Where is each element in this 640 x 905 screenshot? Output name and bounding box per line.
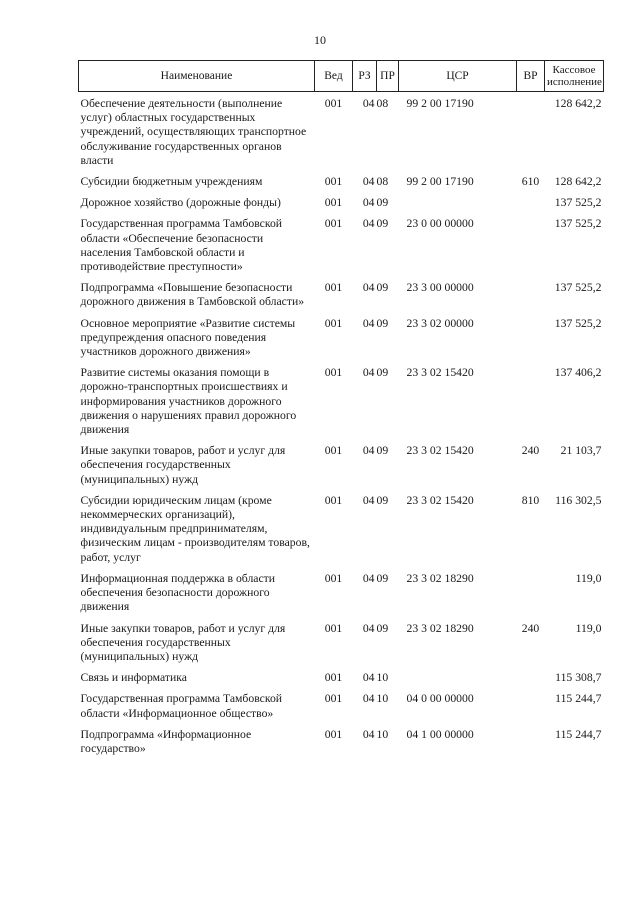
row-csr: 99 2 00 17190 [406,97,474,110]
row-vr [517,724,545,759]
row-ved: 001 [324,621,343,635]
table-row [79,192,604,213]
row-vr [517,213,545,277]
row-pr: 10 [376,727,389,741]
row-rz: 04 [362,366,375,380]
row-ved: 001 [324,727,343,741]
row-vr [517,362,545,440]
header-rz: РЗ [353,61,377,92]
row-name: Дорожное хозяйство (дорожные фонды) [80,196,281,210]
row-vr: 610 [521,175,540,189]
row-ved: 001 [324,97,343,110]
row-name: Обеспечение деятельности (выполнение услуг) областных государственных учреждений, осуществляющих транспортное обслуживание государственных органов власти [80,97,307,167]
row-pr: 08 [376,175,389,189]
table-row [79,568,604,618]
table-row [79,667,604,688]
row-pr: 09 [376,196,389,210]
table-row [79,440,604,490]
row-name: Субсидии бюджетным учреждениям [80,175,263,189]
row-vr [517,313,545,363]
row-ved: 001 [324,493,343,507]
row-sum: 21 103,7 [560,444,602,458]
budget-table [78,60,604,759]
row-rz: 04 [362,316,375,330]
row-csr: 23 3 02 15420 [406,444,474,458]
table-header [79,61,604,92]
row-vr: 240 [521,621,540,635]
row-rz: 04 [362,493,375,507]
row-name: Государственная программа Тамбовской области «Обеспечение безопасности населения Тамбовской области и противодействие преступности» [80,217,283,274]
row-pr: 09 [376,493,389,507]
table-row [79,92,604,172]
table-row [79,213,604,277]
row-pr: 09 [376,281,389,295]
row-rz: 04 [362,571,375,585]
table-row [79,171,604,192]
header-csr: ЦСР [399,61,517,92]
row-ved: 001 [324,366,343,380]
row-pr: 09 [376,571,389,585]
row-csr: 23 3 02 18290 [406,621,474,635]
row-name: Основное мероприятие «Развитие системы предупреждения опасного поведения участников дорожного движения» [80,316,296,359]
row-vr [517,667,545,688]
row-ved: 001 [324,316,343,330]
row-csr: 23 3 02 00000 [406,316,474,330]
row-sum: 137 525,2 [554,281,602,295]
header-pr: ПР [377,61,399,92]
row-pr: 09 [376,316,389,330]
row-name: Подпрограмма «Повышение безопасности дорожного движения в Тамбовской области» [80,281,305,309]
row-pr: 10 [376,692,389,706]
row-sum: 128 642,2 [554,97,602,110]
row-sum: 137 525,2 [554,196,602,210]
row-rz: 04 [362,727,375,741]
row-pr: 08 [376,97,389,110]
row-rz: 04 [362,671,375,685]
row-rz: 04 [362,196,375,210]
row-rz: 04 [362,621,375,635]
row-ved: 001 [324,571,343,585]
row-vr [517,277,545,312]
page-number: 10 [314,33,326,47]
row-name: Иные закупки товаров, работ и услуг для обеспечения государственных (муниципальных) нужд [80,621,286,663]
row-csr: 04 1 00 00000 [406,727,474,741]
table-body [79,92,604,760]
row-pr: 10 [376,671,389,685]
header-sum: Кассовое исполнение [545,61,604,92]
row-pr: 09 [376,366,389,380]
row-name: Субсидии юридическим лицам (кроме некоммерческих организаций), индивидуальным предпринимателям, физическим лицам - производителям товаров, работ, услуг [80,493,310,564]
table-row [79,618,604,668]
row-sum: 115 244,7 [555,692,602,706]
row-ved: 001 [324,692,343,706]
row-sum: 137 525,2 [554,316,602,330]
row-pr: 09 [376,444,389,458]
row-sum: 115 308,7 [555,671,602,685]
row-name: Подпрограмма «Информационное государство» [80,727,252,755]
table-row [79,724,604,759]
row-csr: 23 3 00 00000 [406,281,474,295]
row-name: Информационная поддержка в области обеспечения безопасности дорожного движения [80,571,276,614]
row-ved: 001 [324,444,343,458]
row-sum: 137 525,2 [554,217,602,231]
row-csr [399,192,517,213]
row-ved: 001 [324,175,343,189]
row-pr: 09 [376,621,389,635]
row-ved: 001 [324,671,343,685]
row-ved: 001 [324,217,343,231]
row-rz: 04 [362,175,375,189]
row-sum: 119,0 [575,571,602,585]
row-csr: 23 3 02 15420 [406,493,474,507]
row-sum: 115 244,7 [555,727,602,741]
row-rz: 04 [362,444,375,458]
row-sum: 128 642,2 [554,175,602,189]
row-rz: 04 [362,692,375,706]
row-rz: 04 [362,97,375,110]
table-row [79,277,604,312]
row-name: Государственная программа Тамбовской области «Информационное общество» [80,692,283,720]
row-csr: 23 3 02 18290 [406,571,474,585]
row-sum: 116 302,5 [555,493,602,507]
row-csr: 04 0 00 00000 [406,692,474,706]
row-rz: 04 [362,217,375,231]
row-ved: 001 [324,196,343,210]
header-ved: Вед [315,61,353,92]
table-row [79,313,604,363]
row-vr [517,192,545,213]
table-row [79,688,604,723]
table-row [79,490,604,568]
row-sum: 119,0 [575,621,602,635]
row-name: Развитие системы оказания помощи в дорожно-транспортных происшествиях и информирования участников дорожного движения о нарушениях правил дорожного движения [80,366,297,437]
row-csr: 99 2 00 17190 [406,175,474,189]
row-pr: 09 [376,217,389,231]
row-vr: 240 [521,444,540,458]
row-csr: 23 0 00 00000 [406,217,474,231]
row-rz: 04 [362,281,375,295]
row-ved: 001 [324,281,343,295]
row-vr [517,92,545,172]
row-name: Иные закупки товаров, работ и услуг для обеспечения государственных (муниципальных) нужд [80,444,286,486]
row-vr: 810 [521,493,540,507]
row-vr [517,688,545,723]
row-csr: 23 3 02 15420 [406,366,474,380]
header-vr: ВР [517,61,545,92]
header-name: Наименование [79,61,315,92]
row-vr [517,568,545,618]
row-name: Связь и информатика [80,671,187,685]
row-sum: 137 406,2 [554,366,602,380]
row-csr [399,667,517,688]
table-row [79,362,604,440]
